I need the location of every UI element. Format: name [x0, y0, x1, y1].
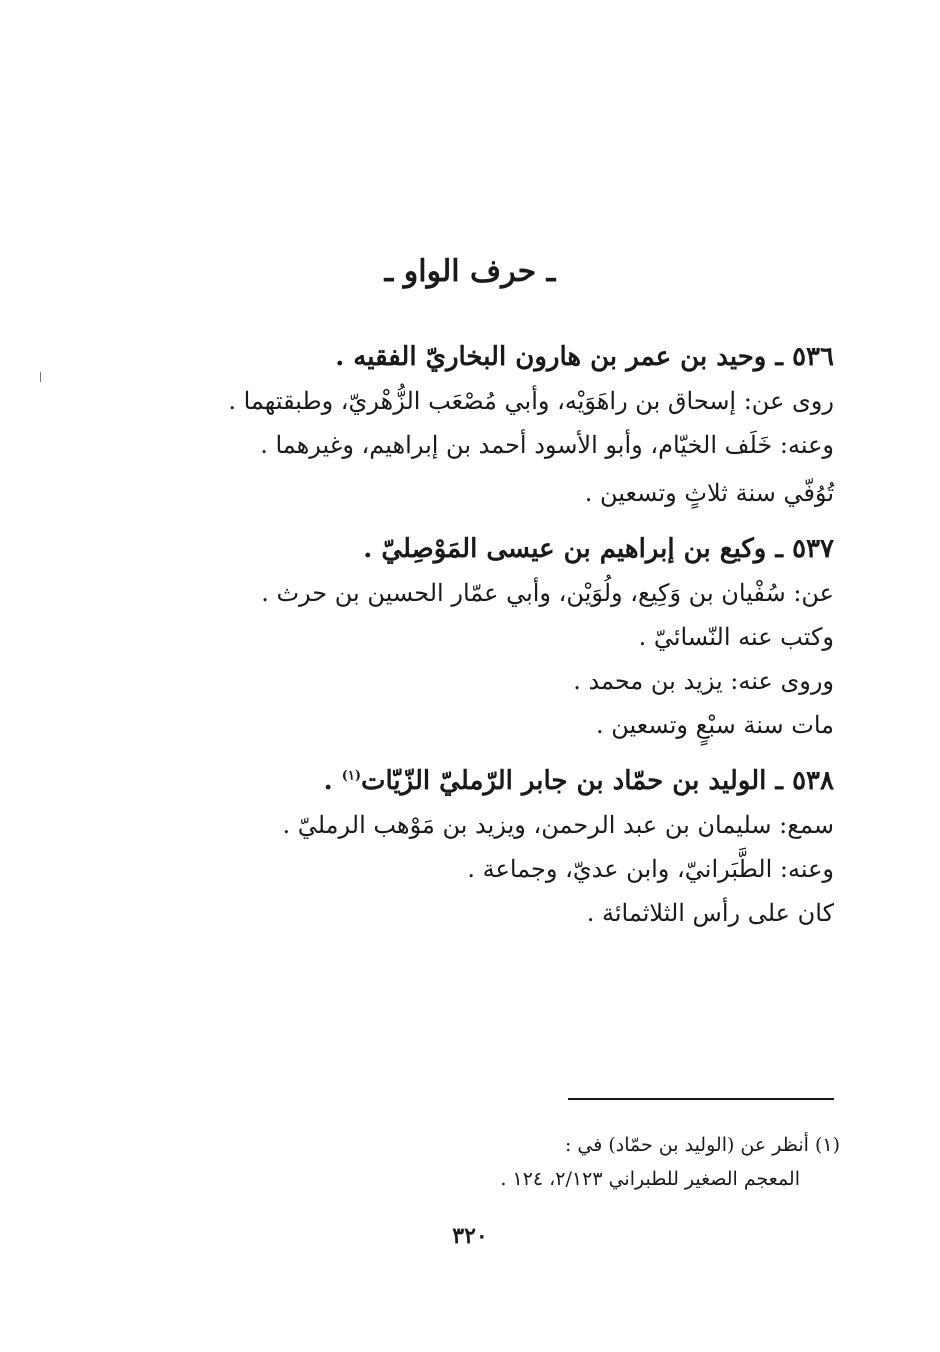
entry-heading — [114, 759, 834, 803]
footnotes — [120, 1128, 840, 1196]
margin-mark — [40, 372, 41, 382]
footnote-divider — [568, 1098, 834, 1100]
entry-537 — [114, 527, 834, 747]
footnote-reference[interactable]: (١) — [341, 768, 361, 784]
entry-line: وعنه: خَلَف الخيّام، وأبو الأسود أحمد بن إبراهيم، وغيرهما . — [260, 431, 834, 459]
entry-heading-text: ٥٣٨ ـ الوليد بن حمّاد بن جابر الرّمليّ الزّيّات — [361, 766, 834, 796]
footnote-line: المعجم الصغير للطبراني ٢/١٢٣، ١٢٤ . — [500, 1168, 800, 1190]
entry-line: كان على رأس الثلاثمائة . — [586, 899, 834, 927]
section-title: ـ حرف الواو ـ — [384, 254, 556, 289]
entry-line: سمع: سليمان بن عبد الرحمن، ويزيد بن مَوْهب الرمليّ . — [282, 811, 834, 839]
entry-line: روى عن: إسحاق بن راهَوَيْه، وأبي مُصْعَب الزُّهْريّ، وطبقتهما . — [228, 387, 834, 415]
footnote-line: (١) أنظر عن (الوليد بن حمّاد) في : — [564, 1134, 840, 1156]
entry-heading-end: . — [323, 766, 342, 796]
entry-line: وروى عنه: يزيد بن محمد . — [573, 667, 834, 695]
entry-line: عن: سُفْيان بن وَكِيع، ولُوَيْن، وأبي عمّار الحسين بن حرث . — [261, 579, 834, 607]
entry-heading: ٥٣٦ ـ وحيد بن عمر بن هارون البخاريّ الفقيه . — [335, 342, 834, 372]
entry-line: تُوُفّي سنة ثلاثٍ وتسعين . — [584, 479, 834, 507]
entry-538 — [114, 759, 834, 935]
entry-heading: ٥٣٧ ـ وكيع بن إبراهيم بن عيسى المَوْصِليّ . — [363, 534, 834, 564]
entry-line: وكتب عنه النّسائيّ . — [638, 623, 834, 651]
entry-line: وعنه: الطَّبَرانيّ، وابن عديّ، وجماعة . — [467, 855, 834, 883]
entry-536 — [114, 335, 834, 515]
page-number: ٣٢٠ — [452, 1223, 488, 1249]
entry-line: مات سنة سبْعٍ وتسعين . — [595, 711, 834, 739]
biography-entries — [114, 335, 834, 947]
